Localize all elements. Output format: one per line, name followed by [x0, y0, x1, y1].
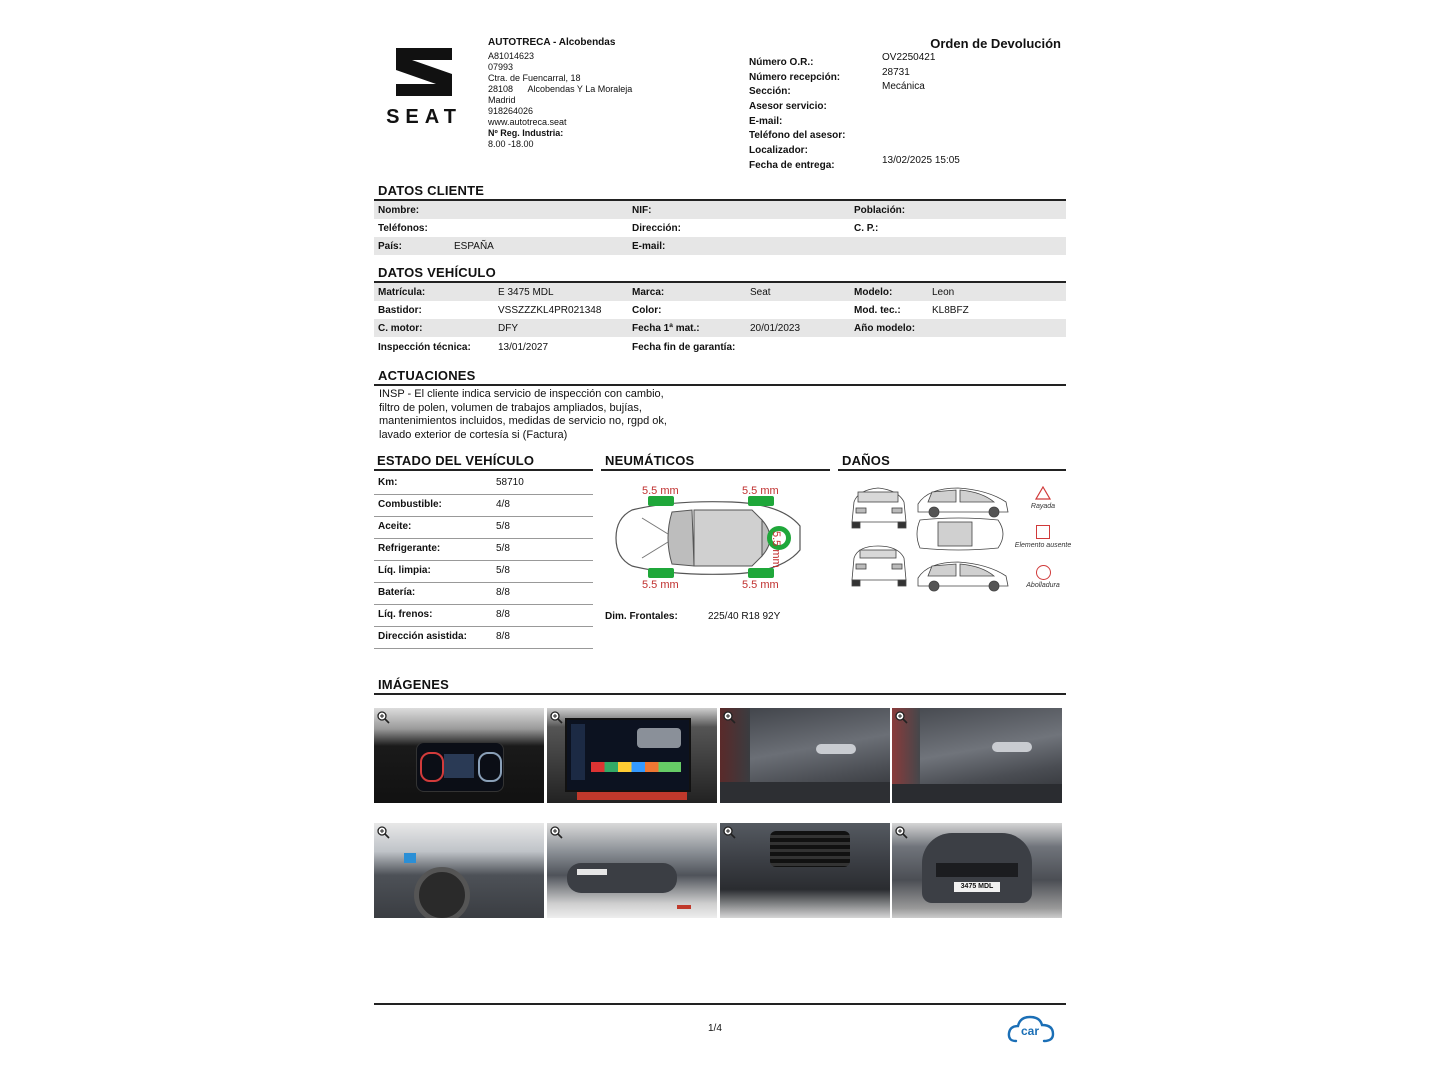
direccion-label: Dirección: [632, 223, 681, 234]
nif-label: NIF: [632, 205, 652, 216]
divider [374, 693, 1066, 695]
anio-label: Año modelo: [854, 323, 916, 334]
field-label: E-mail: [749, 115, 783, 127]
estado-row [374, 604, 593, 627]
page-number: 1/4 [708, 1023, 722, 1034]
modelo-label: Modelo: [854, 287, 893, 298]
actuaciones-line: INSP - El cliente indica servicio de inspección con cambio, [379, 388, 664, 400]
section-title-imagenes: IMÁGENES [378, 677, 449, 692]
field-label: Número O.R.: [749, 57, 814, 68]
section-title-danos: DAÑOS [842, 453, 890, 468]
zoom-icon[interactable] [722, 825, 736, 839]
marca-value: Seat [750, 287, 771, 298]
estado-label: Aceite: [378, 521, 412, 532]
car-logo-text: car [1020, 1024, 1040, 1038]
zoom-icon[interactable] [376, 825, 390, 839]
pais-label: País: [378, 241, 402, 252]
field-label: Sección: [749, 86, 791, 98]
company-line: A81014623 [488, 51, 535, 61]
estado-label: Batería: [378, 587, 416, 598]
field-label: Localizador: [749, 145, 808, 157]
tire-front-left [648, 496, 674, 506]
table-row [374, 201, 1066, 219]
divider [838, 469, 1066, 471]
section-title-vehiculo: DATOS VEHÍCULO [378, 265, 496, 280]
dim-frontales-label: Dim. Frontales: [605, 611, 678, 622]
tire-depth-rear-right: 5.5 mm [742, 579, 779, 591]
field-label: Fecha de entrega: [749, 159, 835, 171]
vehicle-photo-door-2[interactable] [892, 708, 1062, 803]
zoom-icon[interactable] [894, 710, 908, 724]
section-title-cliente: DATOS CLIENTE [378, 183, 485, 198]
table-row [374, 219, 1066, 237]
footer-divider [374, 1003, 1066, 1005]
vehicle-photo-infotainment[interactable] [547, 708, 717, 803]
zoom-icon[interactable] [894, 825, 908, 839]
pais-value: ESPAÑA [454, 241, 494, 252]
estado-value: 5/8 [496, 565, 510, 576]
color-label: Color: [632, 305, 662, 316]
company-line: 07993 [488, 62, 514, 72]
order-fields [749, 52, 1049, 170]
vehicle-photo-front-quarter[interactable] [547, 823, 717, 918]
company-line: Ctra. de Fuencarral, 18 [488, 73, 581, 83]
damage-diagram [848, 482, 1014, 592]
section-title-neumaticos: NEUMÁTICOS [605, 453, 695, 468]
dim-frontales-value: 225/40 R18 92Y [708, 611, 781, 622]
fecha1-label: Fecha 1ª mat.: [632, 323, 700, 334]
zoom-icon[interactable] [549, 825, 563, 839]
zoom-icon[interactable] [722, 710, 736, 724]
field-value: Mecánica [882, 81, 925, 93]
vehicle-photo-door-1[interactable] [720, 708, 890, 803]
estado-row [374, 626, 593, 649]
estado-row [374, 582, 593, 605]
estado-row [374, 472, 593, 495]
license-plate: 3475 MDL [954, 882, 1000, 892]
telefonos-label: Teléfonos: [378, 223, 428, 234]
tire-depth-front-left: 5.5 mm [642, 485, 679, 497]
vehicle-photo-side-wheel[interactable] [374, 823, 544, 918]
estado-row [374, 538, 593, 561]
cmotor-value: DFY [498, 323, 518, 334]
estado-value: 5/8 [496, 543, 510, 554]
garantia-label: Fecha fin de garantía: [632, 342, 736, 353]
circle-icon [1036, 565, 1051, 580]
actuaciones-line: filtro de polen, volumen de trabajos ampliados, bujías, [379, 401, 642, 414]
estado-label: Combustible: [378, 499, 442, 510]
legend-elemento-ausente: Elemento ausente [1014, 542, 1072, 549]
modtec-value: KL8BFZ [932, 305, 969, 316]
doc-title: Orden de Devolución [930, 36, 1061, 51]
vehicle-photo-dashboard[interactable] [374, 708, 544, 803]
field-value: 28731 [882, 66, 910, 78]
estado-value: 4/8 [496, 499, 510, 510]
tire-depth-spare: 5.5 mm [770, 531, 782, 568]
tire-rear-right [748, 568, 774, 578]
estado-row [374, 494, 593, 517]
actuaciones-line: lavado exterior de cortesía si (Factura) [379, 428, 568, 441]
estado-value: 8/8 [496, 609, 510, 620]
triangle-icon [1035, 486, 1051, 500]
matricula-value: E 3475 MDL [498, 287, 554, 298]
company-line: 28108 Alcobendas Y La Moraleja [488, 84, 633, 94]
modelo-value: Leon [932, 287, 955, 298]
field-label: Teléfono del asesor: [749, 130, 846, 142]
marca-label: Marca: [632, 287, 665, 298]
estado-label: Líq. frenos: [378, 609, 433, 620]
divider [374, 469, 593, 471]
section-title-estado: ESTADO DEL VEHÍCULO [377, 453, 535, 468]
seat-wordmark: SEAT [386, 106, 462, 128]
company-block [488, 37, 688, 150]
field-value: 13/02/2025 15:05 [882, 154, 960, 166]
vehicle-photo-grille[interactable] [720, 823, 890, 918]
legend-abolladura: Abolladura [1026, 582, 1060, 589]
company-line: Madrid [488, 95, 516, 105]
tire-front-right [748, 496, 774, 506]
fecha1-value: 20/01/2023 [750, 323, 801, 334]
estado-row [374, 560, 593, 583]
email-label: E-mail: [632, 241, 666, 252]
estado-value: 5/8 [496, 521, 510, 532]
estado-label: Dirección asistida: [378, 631, 467, 642]
square-icon [1036, 525, 1050, 539]
table-row [374, 283, 1066, 301]
tire-depth-rear-left: 5.5 mm [642, 579, 679, 591]
tire-depth-front-right: 5.5 mm [742, 485, 779, 497]
cmotor-label: C. motor: [378, 323, 423, 334]
divider [374, 384, 1066, 386]
zoom-icon[interactable] [376, 710, 390, 724]
legend-rayada: Rayada [1030, 503, 1056, 510]
tire-rear-left [648, 568, 674, 578]
modtec-label: Mod. tec.: [854, 305, 901, 316]
company-name: AUTOTRECA - Alcobendas [488, 37, 616, 48]
field-value: OV2250421 [882, 52, 936, 63]
divider [601, 469, 830, 471]
estado-label: Refrigerante: [378, 543, 441, 554]
estado-row [374, 516, 593, 539]
estado-label: Km: [378, 477, 398, 488]
vehicle-photo-front[interactable] [892, 823, 1062, 918]
estado-value: 8/8 [496, 631, 510, 642]
cp-label: C. P.: [854, 223, 879, 234]
company-website: www.autotreca.seat [488, 117, 567, 127]
inspeccion-value: 13/01/2027 [498, 342, 549, 353]
car-cloud-logo [1006, 1013, 1056, 1045]
inspeccion-label: Inspección técnica: [378, 342, 471, 353]
section-title-actuaciones: ACTUACIONES [378, 368, 476, 383]
zoom-icon[interactable] [549, 710, 563, 724]
poblacion-label: Población: [854, 205, 906, 216]
estado-value: 58710 [496, 477, 524, 488]
estado-label: Líq. limpia: [378, 565, 431, 576]
bastidor-label: Bastidor: [378, 305, 422, 316]
opening-hours: 8.00 -18.00 [488, 139, 534, 149]
seat-logo [374, 44, 474, 128]
table-row [374, 319, 1066, 337]
matricula-label: Matrícula: [378, 287, 426, 298]
actuaciones-text [379, 388, 667, 442]
estado-value: 8/8 [496, 587, 510, 598]
bastidor-value: VSSZZZKL4PR021348 [498, 305, 602, 316]
field-label: Asesor servicio: [749, 101, 827, 113]
reg-industria-label: Nº Reg. Industria: [488, 128, 564, 138]
field-label: Número recepción: [749, 71, 841, 83]
actuaciones-line: mantenimientos incluidos, medidas de servicio no, rgpd ok, [379, 415, 667, 427]
company-line: 918264026 [488, 106, 534, 116]
nombre-label: Nombre: [378, 205, 420, 216]
